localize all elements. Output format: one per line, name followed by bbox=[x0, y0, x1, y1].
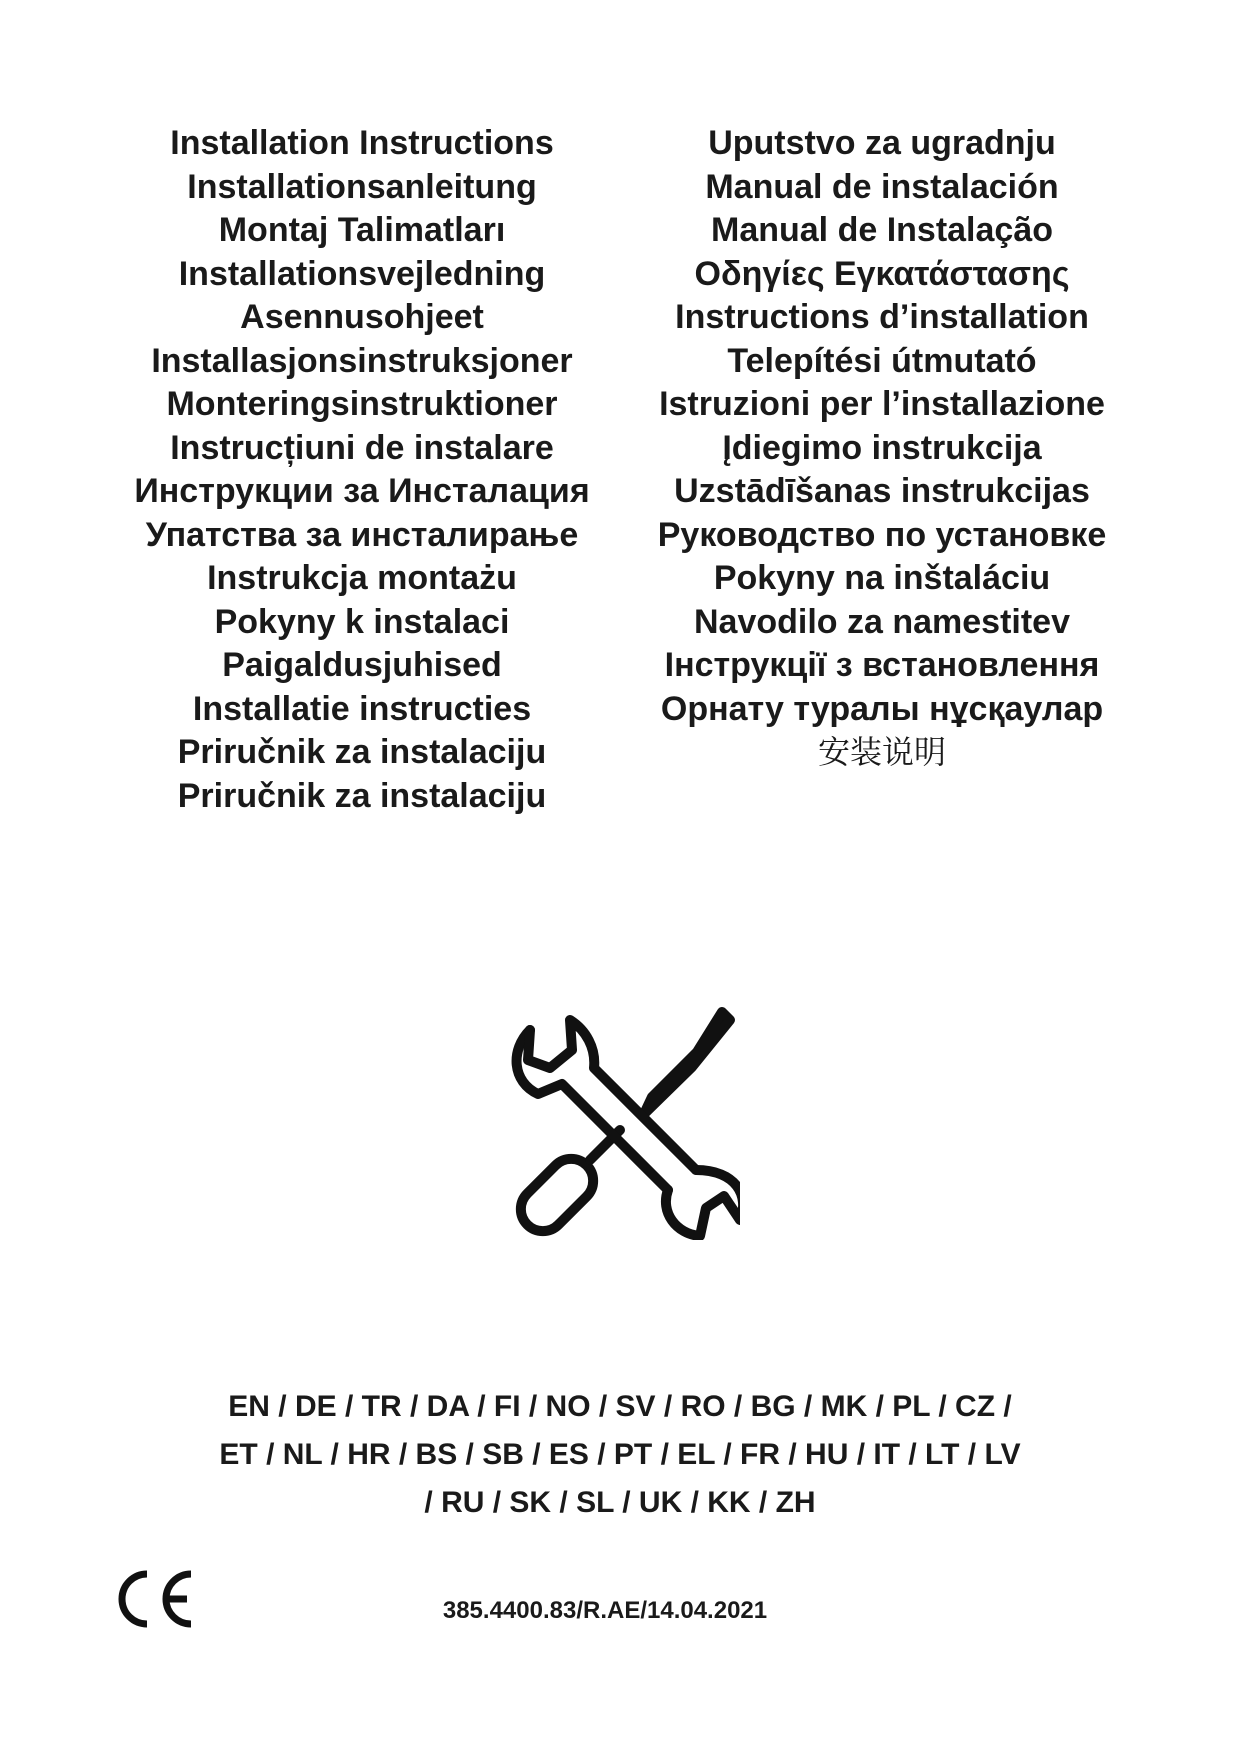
title-no: Installasjonsinstruksjoner bbox=[151, 341, 573, 380]
title-mk: Упатства за инсталирање bbox=[145, 515, 579, 554]
title-nl: Installatie instructies bbox=[192, 689, 532, 728]
title-ro: Instrucțiuni de instalare bbox=[170, 428, 554, 467]
title-lt: Įdiegimo instrukcija bbox=[722, 428, 1042, 467]
language-line-2: ET / NL / HR / BS / SB / ES / PT / EL / FR / HU / IT / LT / LV bbox=[219, 1438, 1021, 1471]
title-pt: Manual de Instalação bbox=[711, 211, 1053, 249]
language-line-3: / RU / SK / SL / UK / KK / ZH bbox=[424, 1486, 816, 1519]
title-el: Οδηγίες Εγκατάστασης bbox=[694, 254, 1070, 293]
title-cz: Pokyny k instalaci bbox=[214, 602, 510, 641]
title-sk: Pokyny na inštaláciu bbox=[713, 559, 1051, 597]
title-hu: Telepítési útmutató bbox=[727, 341, 1037, 380]
title-sl: Navodilo za namestitev bbox=[693, 602, 1070, 641]
title-pl: Instrukcja montażu bbox=[207, 559, 517, 597]
titles-right-column bbox=[602, 122, 1162, 775]
ce-mark bbox=[113, 1568, 195, 1630]
title-sv: Monteringsinstruktioner bbox=[166, 385, 558, 423]
title-fi: Asennusohjeet bbox=[240, 298, 484, 336]
title-et: Paigaldusjuhised bbox=[222, 646, 502, 684]
title-it: Istruzioni per l’installazione bbox=[659, 385, 1105, 423]
title-ru: Руководство по установке bbox=[657, 515, 1107, 554]
title-bg: Инструкции за Инсталация bbox=[134, 472, 590, 510]
language-line-1: EN / DE / TR / DA / FI / NO / SV / RO / BG / MK / PL / CZ / bbox=[228, 1390, 1012, 1423]
title-bs: Priručnik za instalaciju bbox=[177, 776, 547, 815]
title-zh: 安装说明 bbox=[817, 734, 946, 770]
title-lv: Uzstādīšanas instrukcijas bbox=[674, 472, 1090, 510]
title-kk: Орнату туралы нұсқаулар bbox=[660, 689, 1104, 728]
language-codes bbox=[120, 1383, 1120, 1527]
title-hr: Priručnik za instalaciju bbox=[177, 733, 547, 771]
wrench-and-screwdriver-icon bbox=[500, 990, 740, 1240]
title-sb: Uputstvo za ugradnju bbox=[708, 124, 1056, 162]
document-code: 385.4400.83/R.AE/14.04.2021 bbox=[442, 1597, 768, 1624]
title-en: Installation Instructions bbox=[170, 124, 554, 162]
title-de: Installationsanleitung bbox=[187, 167, 537, 206]
screwdriver-tip bbox=[644, 1012, 730, 1114]
titles-left-column bbox=[82, 122, 642, 818]
title-tr: Montaj Talimatları bbox=[218, 211, 506, 249]
title-fr: Instructions d’installation bbox=[675, 298, 1089, 336]
title-da: Installationsvejledning bbox=[178, 254, 546, 293]
title-uk: Інструкції з встановлення bbox=[664, 646, 1100, 684]
title-es: Manual de instalación bbox=[705, 167, 1059, 206]
